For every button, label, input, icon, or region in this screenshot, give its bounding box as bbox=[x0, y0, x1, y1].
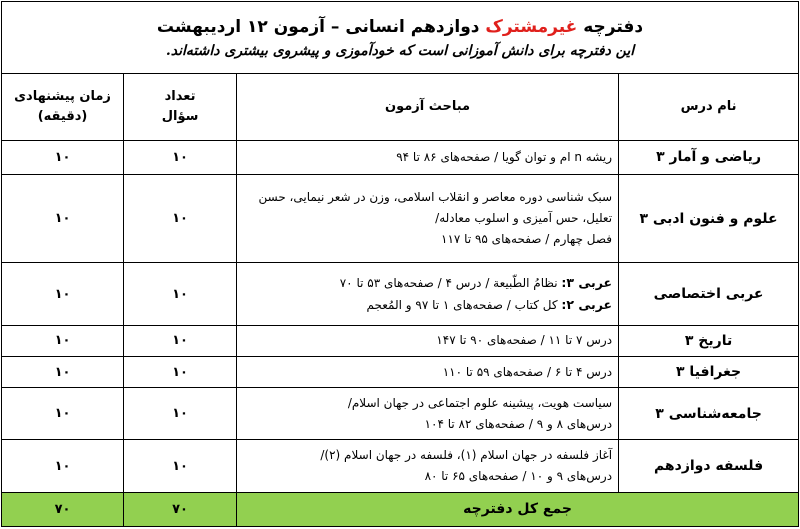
suggested-time: ۱۰ bbox=[2, 440, 124, 492]
table-row bbox=[2, 263, 799, 325]
topic-line: درس ۴ تا ۶ / صفحه‌های ۵۹ تا ۱۱۰ bbox=[442, 364, 613, 379]
exam-topics bbox=[237, 263, 619, 325]
table-row bbox=[2, 174, 799, 263]
table-row bbox=[2, 388, 799, 440]
topic-line bbox=[243, 272, 612, 294]
exam-topics bbox=[237, 388, 619, 440]
total-time: ۷۰ bbox=[2, 492, 124, 526]
course-name: جامعه‌شناسی ۳ bbox=[619, 388, 799, 440]
course-name: فلسفه دوازدهم bbox=[619, 440, 799, 492]
exam-topics bbox=[237, 440, 619, 492]
question-count: ۱۰ bbox=[124, 174, 237, 263]
exam-topics bbox=[237, 325, 619, 356]
title-cell bbox=[2, 2, 799, 74]
suggested-time: ۱۰ bbox=[2, 325, 124, 356]
question-count: ۱۰ bbox=[124, 325, 237, 356]
topic-line: سیاست هویت، پیشینه علوم اجتماعی در جهان اسلام/ bbox=[347, 395, 613, 410]
topic-detail: نظامُ الطّبیعة / درس ۴ / صفحه‌های ۵۳ تا ۷۰ bbox=[339, 276, 562, 291]
exam-table bbox=[1, 1, 799, 527]
exam-topics bbox=[237, 174, 619, 263]
exam-topics bbox=[237, 140, 619, 174]
question-count: ۱۰ bbox=[124, 440, 237, 492]
question-count: ۱۰ bbox=[124, 388, 237, 440]
table-row bbox=[2, 440, 799, 492]
table-row bbox=[2, 356, 799, 387]
total-label: جمع کل دفترچه bbox=[237, 492, 799, 526]
title-row bbox=[2, 2, 799, 74]
course-name: عربی اختصاصی bbox=[619, 263, 799, 325]
topics-column-header: مباحث آزمون bbox=[237, 74, 619, 140]
total-count: ۷۰ bbox=[124, 492, 237, 526]
header-row bbox=[2, 74, 799, 140]
table-row bbox=[2, 140, 799, 174]
course-name: تاریخ ۳ bbox=[619, 325, 799, 356]
title-highlight: غیرمشترک bbox=[485, 16, 578, 37]
topic-line: سبک شناسی دوره معاصر و انقلاب اسلامی، وزن در شعر نیمایی، حسن bbox=[258, 190, 613, 205]
topic-line: درس‌های ۸ و ۹ / صفحه‌های ۸۲ تا ۱۰۴ bbox=[424, 416, 613, 431]
suggested-time: ۱۰ bbox=[2, 388, 124, 440]
topic-book-label: عربی ۲: bbox=[561, 297, 613, 313]
course-name: علوم و فنون ادبی ۳ bbox=[619, 174, 799, 263]
time-column-header: زمان پیشنهادی (دقیقه) bbox=[2, 74, 124, 140]
suggested-time: ۱۰ bbox=[2, 356, 124, 387]
course-column-header: نام درس bbox=[619, 74, 799, 140]
suggested-time: ۱۰ bbox=[2, 174, 124, 263]
topic-line bbox=[243, 294, 612, 316]
course-name: ریاضی و آمار ۳ bbox=[619, 140, 799, 174]
topic-line: آغاز فلسفه در جهان اسلام (۱)، فلسفه در جهان اسلام (۲)/ bbox=[320, 448, 613, 463]
suggested-time: ۱۰ bbox=[2, 263, 124, 325]
table-body bbox=[2, 140, 799, 492]
topic-book-label: عربی ۳: bbox=[561, 275, 613, 291]
topic-line: ریشه n ام و توان گویا / صفحه‌های ۸۶ تا ۹۴ bbox=[396, 149, 613, 164]
total-row bbox=[2, 492, 799, 526]
question-count: ۱۰ bbox=[124, 140, 237, 174]
topic-detail: کل کتاب / صفحه‌های ۱ تا ۹۷ و المُعجم bbox=[366, 298, 562, 313]
count-column-header: تعداد سؤال bbox=[124, 74, 237, 140]
question-count: ۱۰ bbox=[124, 356, 237, 387]
exam-topics bbox=[237, 356, 619, 387]
course-name: جغرافیا ۳ bbox=[619, 356, 799, 387]
topic-line: تعلیل، حس آمیزی و اسلوب معادله/ bbox=[435, 211, 613, 226]
page-subtitle: این دفترچه برای دانش آموزانی است که خودآموزی و پیشروی بیشتری داشته‌اند. bbox=[165, 42, 635, 59]
topic-line: درس‌های ۹ و ۱۰ / صفحه‌های ۶۵ تا ۸۰ bbox=[424, 469, 613, 484]
suggested-time: ۱۰ bbox=[2, 140, 124, 174]
question-count: ۱۰ bbox=[124, 263, 237, 325]
page-title: دفترچه غیرمشترک دوازدهم انسانی – آزمون ۱۲ اردیبهشت bbox=[156, 16, 644, 37]
topic-line: درس ۷ تا ۱۱ / صفحه‌های ۹۰ تا ۱۴۷ bbox=[436, 333, 613, 348]
topic-line: فصل چهارم / صفحه‌های ۹۵ تا ۱۱۷ bbox=[441, 232, 613, 247]
table-row bbox=[2, 325, 799, 356]
